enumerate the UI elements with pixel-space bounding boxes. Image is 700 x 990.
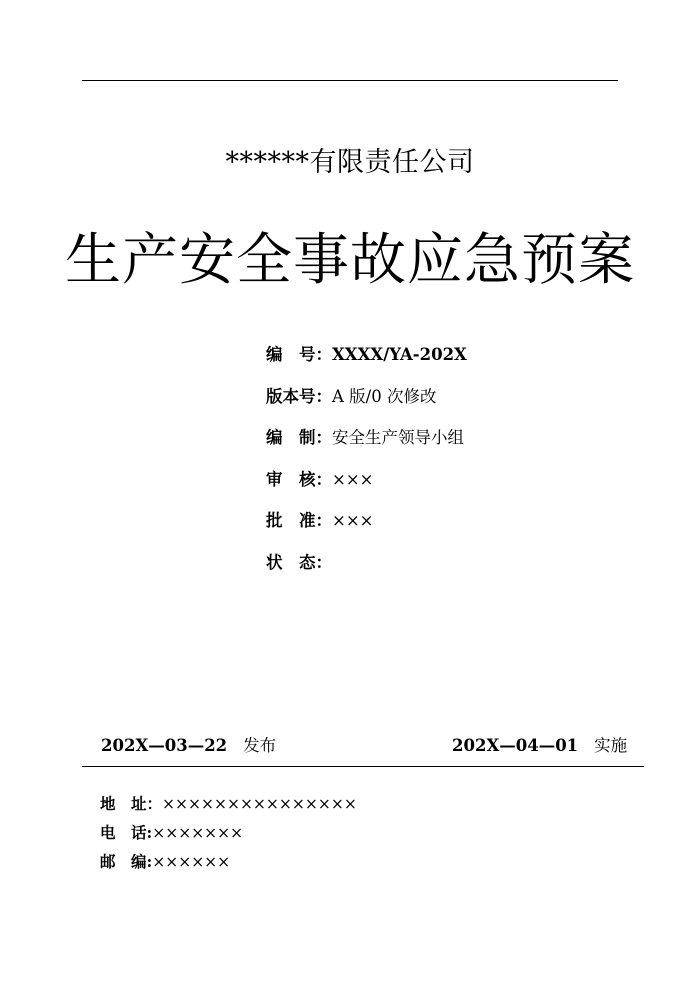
meta-value: ××× [332,511,374,530]
meta-row-review [266,465,467,507]
meta-value: ××× [332,469,374,489]
release-word: 发布 [243,736,277,755]
effective-date: 202X—04—01 [452,736,579,755]
contact-value: ××××××× [152,824,244,842]
effective-date-line [452,732,627,756]
meta-row-version [266,382,467,424]
top-divider [82,80,618,81]
contact-label: 地 址： [100,794,163,813]
contact-label: 电 话: [100,823,153,842]
meta-value: A 版/0 次修改 [332,386,437,406]
meta-row-status [266,548,467,590]
document-meta [266,340,467,589]
contact-value: ×××××× [152,853,231,871]
meta-label: 编 制： [266,428,332,447]
document-title: 生产安全事故应急预案 [65,228,635,293]
meta-value: XXXX/YA-202X [332,345,467,364]
contact-value: ××××××××××××××× [162,795,357,813]
meta-row-approve [266,506,467,548]
meta-row-number [266,340,467,382]
meta-label: 审 核： [266,469,332,489]
meta-row-author [266,423,467,465]
date-divider [82,766,644,767]
release-date: 202X—03—22 [101,736,228,755]
meta-value: 安全生产领导小组 [332,428,464,447]
effective-word: 实施 [594,736,628,755]
meta-label: 批 准： [266,511,332,530]
contact-label: 邮 编: [100,852,153,871]
meta-label: 状 态： [266,552,332,572]
contact-postcode [100,850,357,879]
meta-label: 版本号： [266,386,332,406]
meta-label: 编 号： [266,345,332,364]
contact-info [100,792,357,879]
contact-address [100,792,357,821]
company-name: ******有限责任公司 [225,147,475,178]
contact-phone [100,821,357,850]
release-date-line [101,732,276,756]
